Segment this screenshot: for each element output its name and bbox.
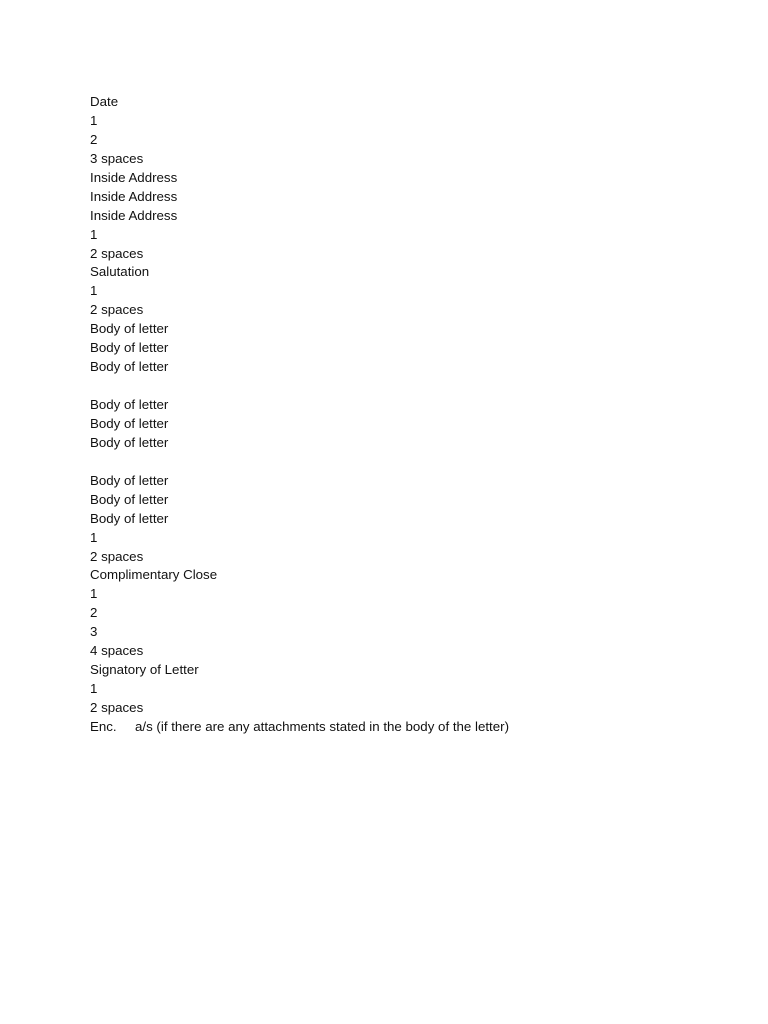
body-line: Body of letter [90,472,169,488]
body-line: Body of letter [90,359,169,375]
spacing-marker: 4 spaces [90,643,144,659]
complimentary-close-line: Complimentary Close [90,567,218,583]
letter-format-guide [90,93,509,737]
spacing-marker: 2 [90,131,98,147]
spacing-marker: 1 [90,681,98,697]
spacing-marker: 1 [90,529,98,545]
signatory-line: Signatory of Letter [90,662,199,678]
spacing-marker: 2 spaces [90,245,144,261]
spacing-marker: 3 spaces [90,150,144,166]
enclosure-note: a/s (if there are any attachments stated in the body of the letter) [135,718,509,734]
spacing-marker: 2 spaces [90,700,144,715]
inside-address-line: Inside Address [90,188,178,204]
body-line: Body of letter [90,397,169,412]
date-line: Date [90,94,119,109]
spacing-marker: 2 spaces [90,548,144,564]
inside-address-line: Inside Address [90,169,178,185]
salutation-line: Salutation [90,264,150,280]
body-line: Body of letter [90,434,169,450]
spacing-marker: 1 [90,112,98,128]
body-line: Body of letter [90,415,169,431]
spacing-marker: 2 spaces [90,302,144,318]
enclosure-label: Enc. [90,718,117,734]
spacing-marker: 1 [90,283,98,299]
enclosure-line [90,718,509,737]
body-line: Body of letter [90,340,169,356]
body-line: Body of letter [90,510,169,526]
inside-address-line: Inside Address [90,207,178,223]
spacing-marker: 2 [90,605,98,621]
paragraph-gap [90,377,509,396]
spacing-marker: 1 [90,586,98,602]
spacing-marker: 3 [90,624,98,640]
body-line: Body of letter [90,491,169,507]
paragraph-gap [90,453,509,472]
body-line: Body of letter [90,321,169,337]
spacing-marker: 1 [90,226,98,242]
